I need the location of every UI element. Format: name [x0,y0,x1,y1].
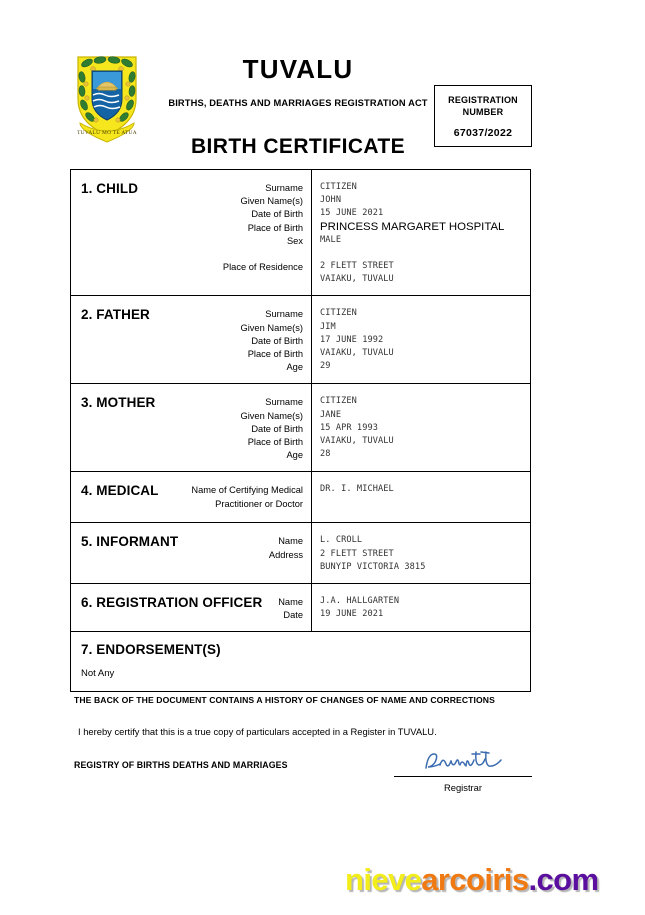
svg-text:TUVALU MO TE ATUA: TUVALU MO TE ATUA [77,130,137,136]
country-title: TUVALU [242,54,354,84]
document-title: BIRTH CERTIFICATE [190,135,406,158]
section-mother-left [71,384,312,471]
section-father [71,296,530,384]
section-registration-officer-title: 6. REGISTRATION OFFICER [81,595,263,611]
act-subtitle: BIRTHS, DEATHS AND MARRIAGES REGISTRATION ACT [168,98,428,108]
value-given-names: JOHN [320,195,342,206]
section-child [71,170,530,296]
section-mother [71,384,530,472]
label-father-place-of-birth: Place of Birth [247,349,303,360]
section-child-values [312,170,530,295]
signature-area [394,748,532,793]
value-father-date-of-birth: 17 JUNE 1992 [320,334,384,345]
registrar-signature-icon [394,748,532,776]
watermark-part-arcoiris: arcoiris [421,862,529,897]
section-father-labels [240,305,303,374]
value-officer-name: J.A. HALLGARTEN [320,596,400,607]
certificate-header [0,0,645,168]
certification-statement: I hereby certify that this is a true copy of particulars accepted in a Register in TUVALU. [78,726,437,737]
section-medical-left [71,472,312,522]
registration-label-line1: REGISTRATION [448,95,518,105]
value-date-of-birth: 15 JUNE 2021 [320,208,384,219]
section-endorsements [71,632,530,691]
value-endorsements: Not Any [81,668,115,680]
section-father-left [71,296,312,383]
coat-of-arms-icon [70,47,144,145]
value-residence-line1: 2 FLETT STREET [320,261,394,272]
label-date-of-birth: Date of Birth [251,209,303,220]
section-informant-labels [269,532,303,574]
label-sex: Sex [286,235,303,246]
section-father-title: 2. FATHER [81,307,150,323]
label-mother-given-names: Given Name(s) [240,410,303,421]
section-child-title: 1. CHILD [81,181,139,196]
section-medical-title: 4. MEDICAL [81,483,159,499]
section-child-left [71,170,312,295]
label-mother-age: Age [286,450,303,461]
section-registration-officer [71,584,530,632]
label-place-of-birth: Place of Birth [247,222,303,233]
section-mother-values [312,384,530,471]
value-mother-place-of-birth: VAIAKU, TUVALU [320,436,394,447]
label-father-age: Age [286,362,303,373]
label-mother-surname: Surname [265,397,303,408]
section-medical [71,472,530,523]
label-place-of-residence: Place of Residence [222,262,303,273]
registration-number-box [434,85,532,147]
label-surname: Surname [265,183,303,193]
label-father-given-names: Given Name(s) [240,322,303,333]
signature-rule [394,776,532,777]
section-medical-labels [191,481,303,513]
value-father-age: 29 [320,361,331,372]
value-residence-line2: VAIAKU, TUVALU [320,274,394,285]
value-mother-date-of-birth: 15 APR 1993 [320,422,379,433]
section-registration-officer-values [312,584,530,631]
site-watermark [345,862,598,898]
value-informant-name: L. CROLL [320,535,363,546]
value-informant-address-line2: BUNYIP VICTORIA 3815 [320,561,426,572]
label-father-date-of-birth: Date of Birth [251,335,303,346]
section-registration-officer-labels [278,593,303,622]
value-informant-address-line1: 2 FLETT STREET [320,548,394,559]
section-mother-title: 3. MOTHER [81,395,156,411]
section-registration-officer-left [71,584,312,631]
value-surname: CITIZEN [320,182,357,192]
label-officer-date: Date [283,610,303,621]
registration-number-value: 67037/2022 [453,127,513,139]
label-certifying-medical-line1: Name of Certifying Medical [191,485,303,496]
label-certifying-medical-line2: Practitioner or Doctor [215,498,303,509]
section-informant-left [71,523,312,583]
value-officer-date: 19 JUNE 2021 [320,609,384,620]
value-father-surname: CITIZEN [320,308,357,319]
label-mother-date-of-birth: Date of Birth [251,423,303,434]
value-mother-age: 28 [320,449,331,460]
section-endorsements-title: 7. ENDORSEMENT(S) [81,642,221,658]
certificate-table [70,169,531,692]
watermark-part-nieve: nieve [345,862,422,897]
registration-label-line2: NUMBER [462,107,504,117]
section-father-values [312,296,530,383]
value-place-of-birth: PRINCESS MARGARET HOSPITAL [320,220,505,233]
section-informant-values [312,523,530,583]
section-informant [71,523,530,584]
value-mother-given-names: JANE [320,409,342,420]
watermark-part-domain: .com [528,862,599,897]
label-informant-name: Name [278,536,303,547]
label-mother-place-of-birth: Place of Birth [247,437,303,448]
label-given-names: Given Name(s) [240,196,303,207]
value-certifying-doctor: DR. I. MICHAEL [320,484,394,495]
label-father-surname: Surname [265,309,303,320]
registrar-caption: Registrar [443,782,483,793]
value-mother-surname: CITIZEN [320,396,357,407]
label-informant-address: Address [268,549,303,560]
section-mother-labels [240,393,303,462]
back-of-document-note: THE BACK OF THE DOCUMENT CONTAINS A HISTORY OF CHANGES OF NAME AND CORRECTIONS [74,695,495,705]
label-officer-name: Name [278,597,303,608]
registry-office-name: REGISTRY OF BIRTHS DEATHS AND MARRIAGES [74,760,288,770]
value-father-given-names: JIM [320,321,336,332]
value-father-place-of-birth: VAIAKU, TUVALU [320,348,394,359]
section-medical-values [312,472,530,522]
section-informant-title: 5. INFORMANT [81,534,179,550]
section-child-labels [223,179,303,286]
value-sex: MALE [320,234,342,245]
